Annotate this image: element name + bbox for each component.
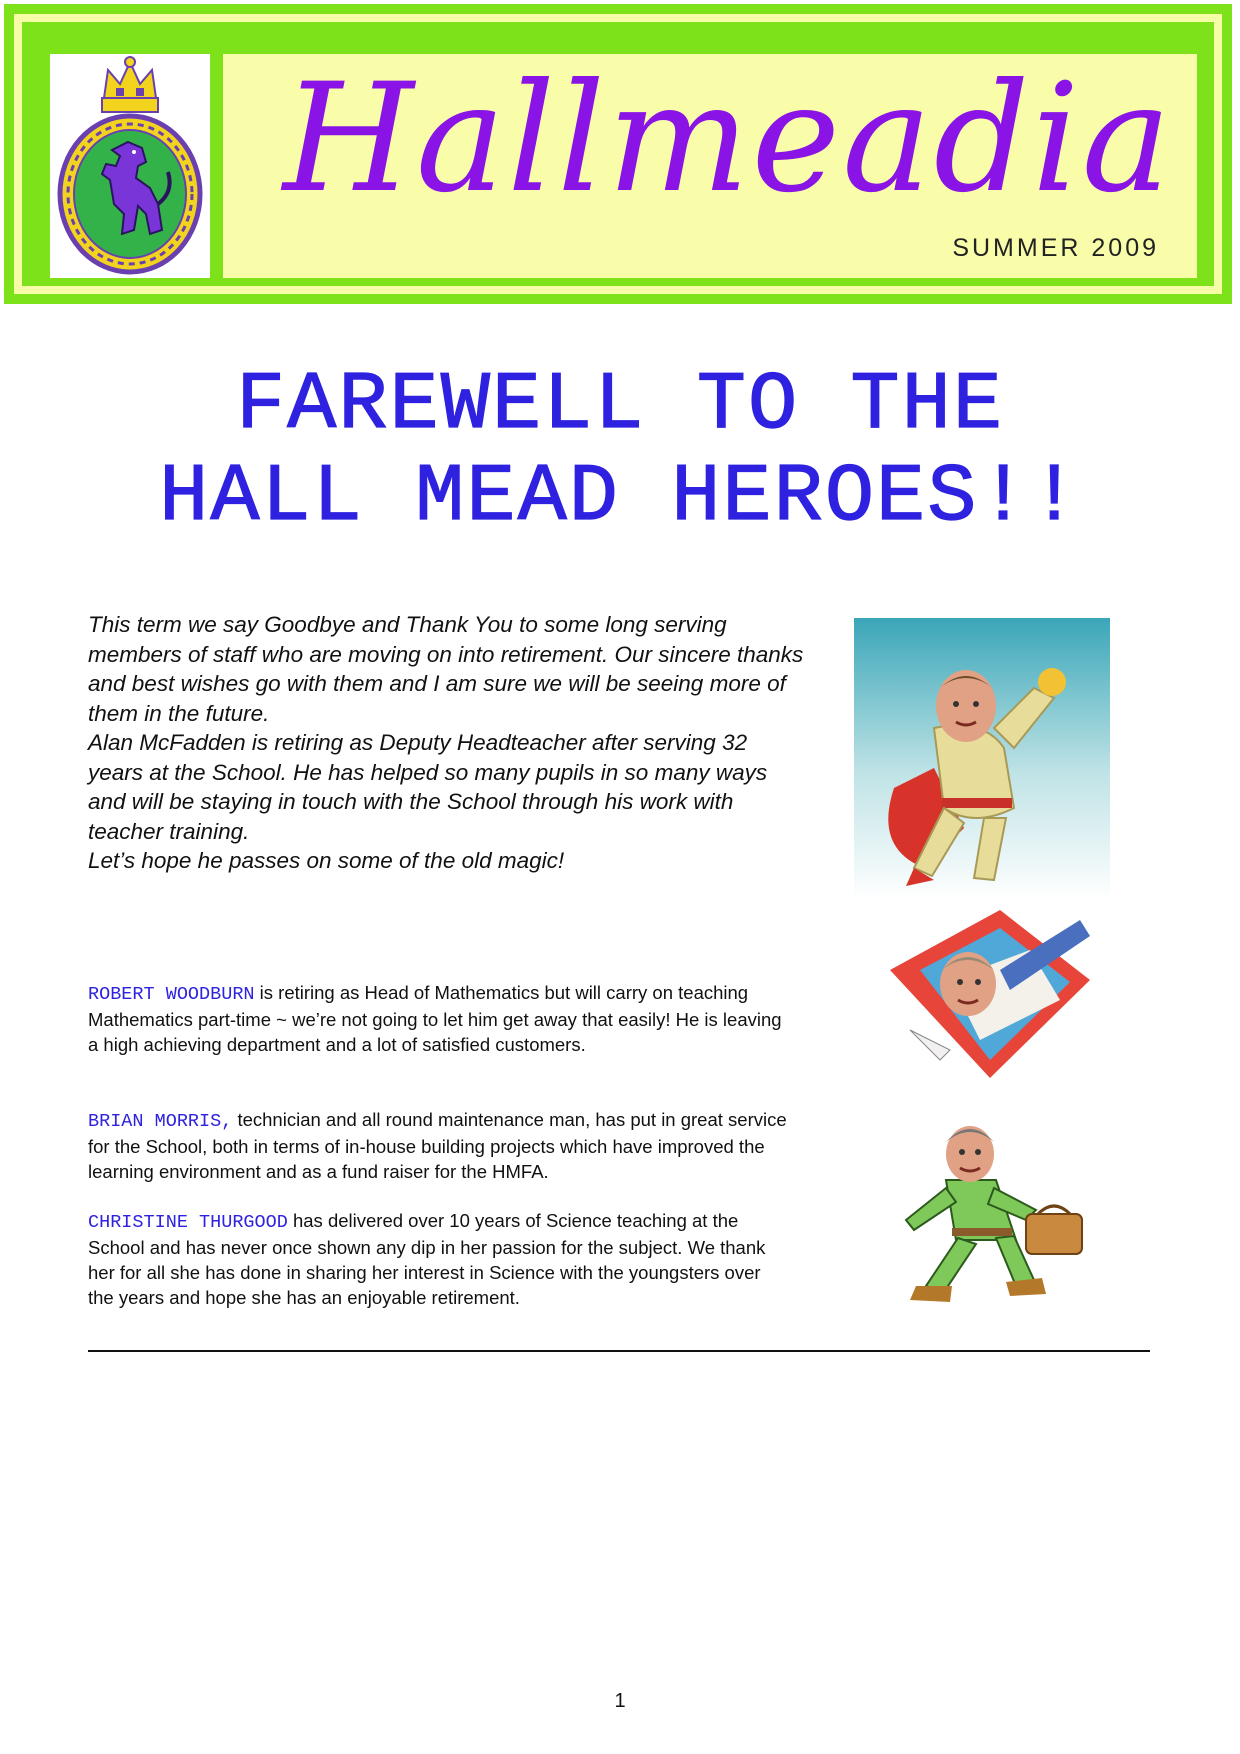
intro-paragraph: This term we say Goodbye and Thank You to some long serving members of staff who are moving on into retirement. Our sincere thanks and best wishes go with them and I am sure we will be seeing more of them in the future. [88, 612, 804, 726]
superhero-flying-icon [854, 618, 1110, 900]
staff-entry-robert-woodburn [88, 980, 788, 1057]
staff-text: technician and all round maintenance man, has put in great service for the School, both in terms of in-house building projects which have improved the learning environment and as a fund raiser for the HMFA. [88, 1109, 787, 1182]
staff-text: is retiring as Head of Mathematics but will carry on teaching Mathematics part-time ~ we’re not going to let him get away that easily! He is leaving a high achieving department and a lot of satisfied customers. [88, 982, 782, 1055]
diamond-superhero-icon [880, 910, 1096, 1080]
staff-entry-christine-thurgood [88, 1208, 788, 1310]
running-handyman-icon [866, 1110, 1098, 1308]
headline-line-2: HALL MEAD HEROES!! [159, 451, 1081, 544]
staff-text: has delivered over 10 years of Science teaching at the School and has never once shown any dip in her passion for the subject. We thank her for all she has done in sharing her interest in Science with the youngsters over the years and hope she has an enjoyable retirement. [88, 1210, 766, 1308]
school-crest-icon [50, 54, 210, 278]
staff-name: CHRISTINE THURGOOD [88, 1212, 288, 1233]
intro-text [88, 610, 808, 876]
intro-paragraph: Alan McFadden is retiring as Deputy Headteacher after serving 32 years at the School. He has helped so many pupils in so many ways and will be staying in touch with the School through his work with teacher training. [88, 730, 768, 844]
masthead-title-panel [223, 54, 1197, 278]
headline-line-1: FAREWELL TO THE [235, 359, 1005, 452]
headline [40, 360, 1200, 544]
staff-name: BRIAN MORRIS, [88, 1111, 233, 1132]
section-divider [88, 1350, 1150, 1352]
flying-teacher-illustration [880, 910, 1096, 1080]
staff-name: ROBERT WOODBURN [88, 984, 255, 1005]
masthead [4, 4, 1232, 304]
crest-panel [50, 54, 210, 278]
staff-entry-brian-morris [88, 1107, 788, 1184]
handyman-illustration [866, 1110, 1098, 1308]
masthead-title: Hallmeadia [283, 52, 1174, 226]
superhero-illustration [854, 618, 1110, 900]
page-number: 1 [614, 1690, 626, 1712]
intro-paragraph: Let’s hope he passes on some of the old magic! [88, 848, 565, 873]
issue-label: SUMMER 2009 [952, 234, 1159, 262]
